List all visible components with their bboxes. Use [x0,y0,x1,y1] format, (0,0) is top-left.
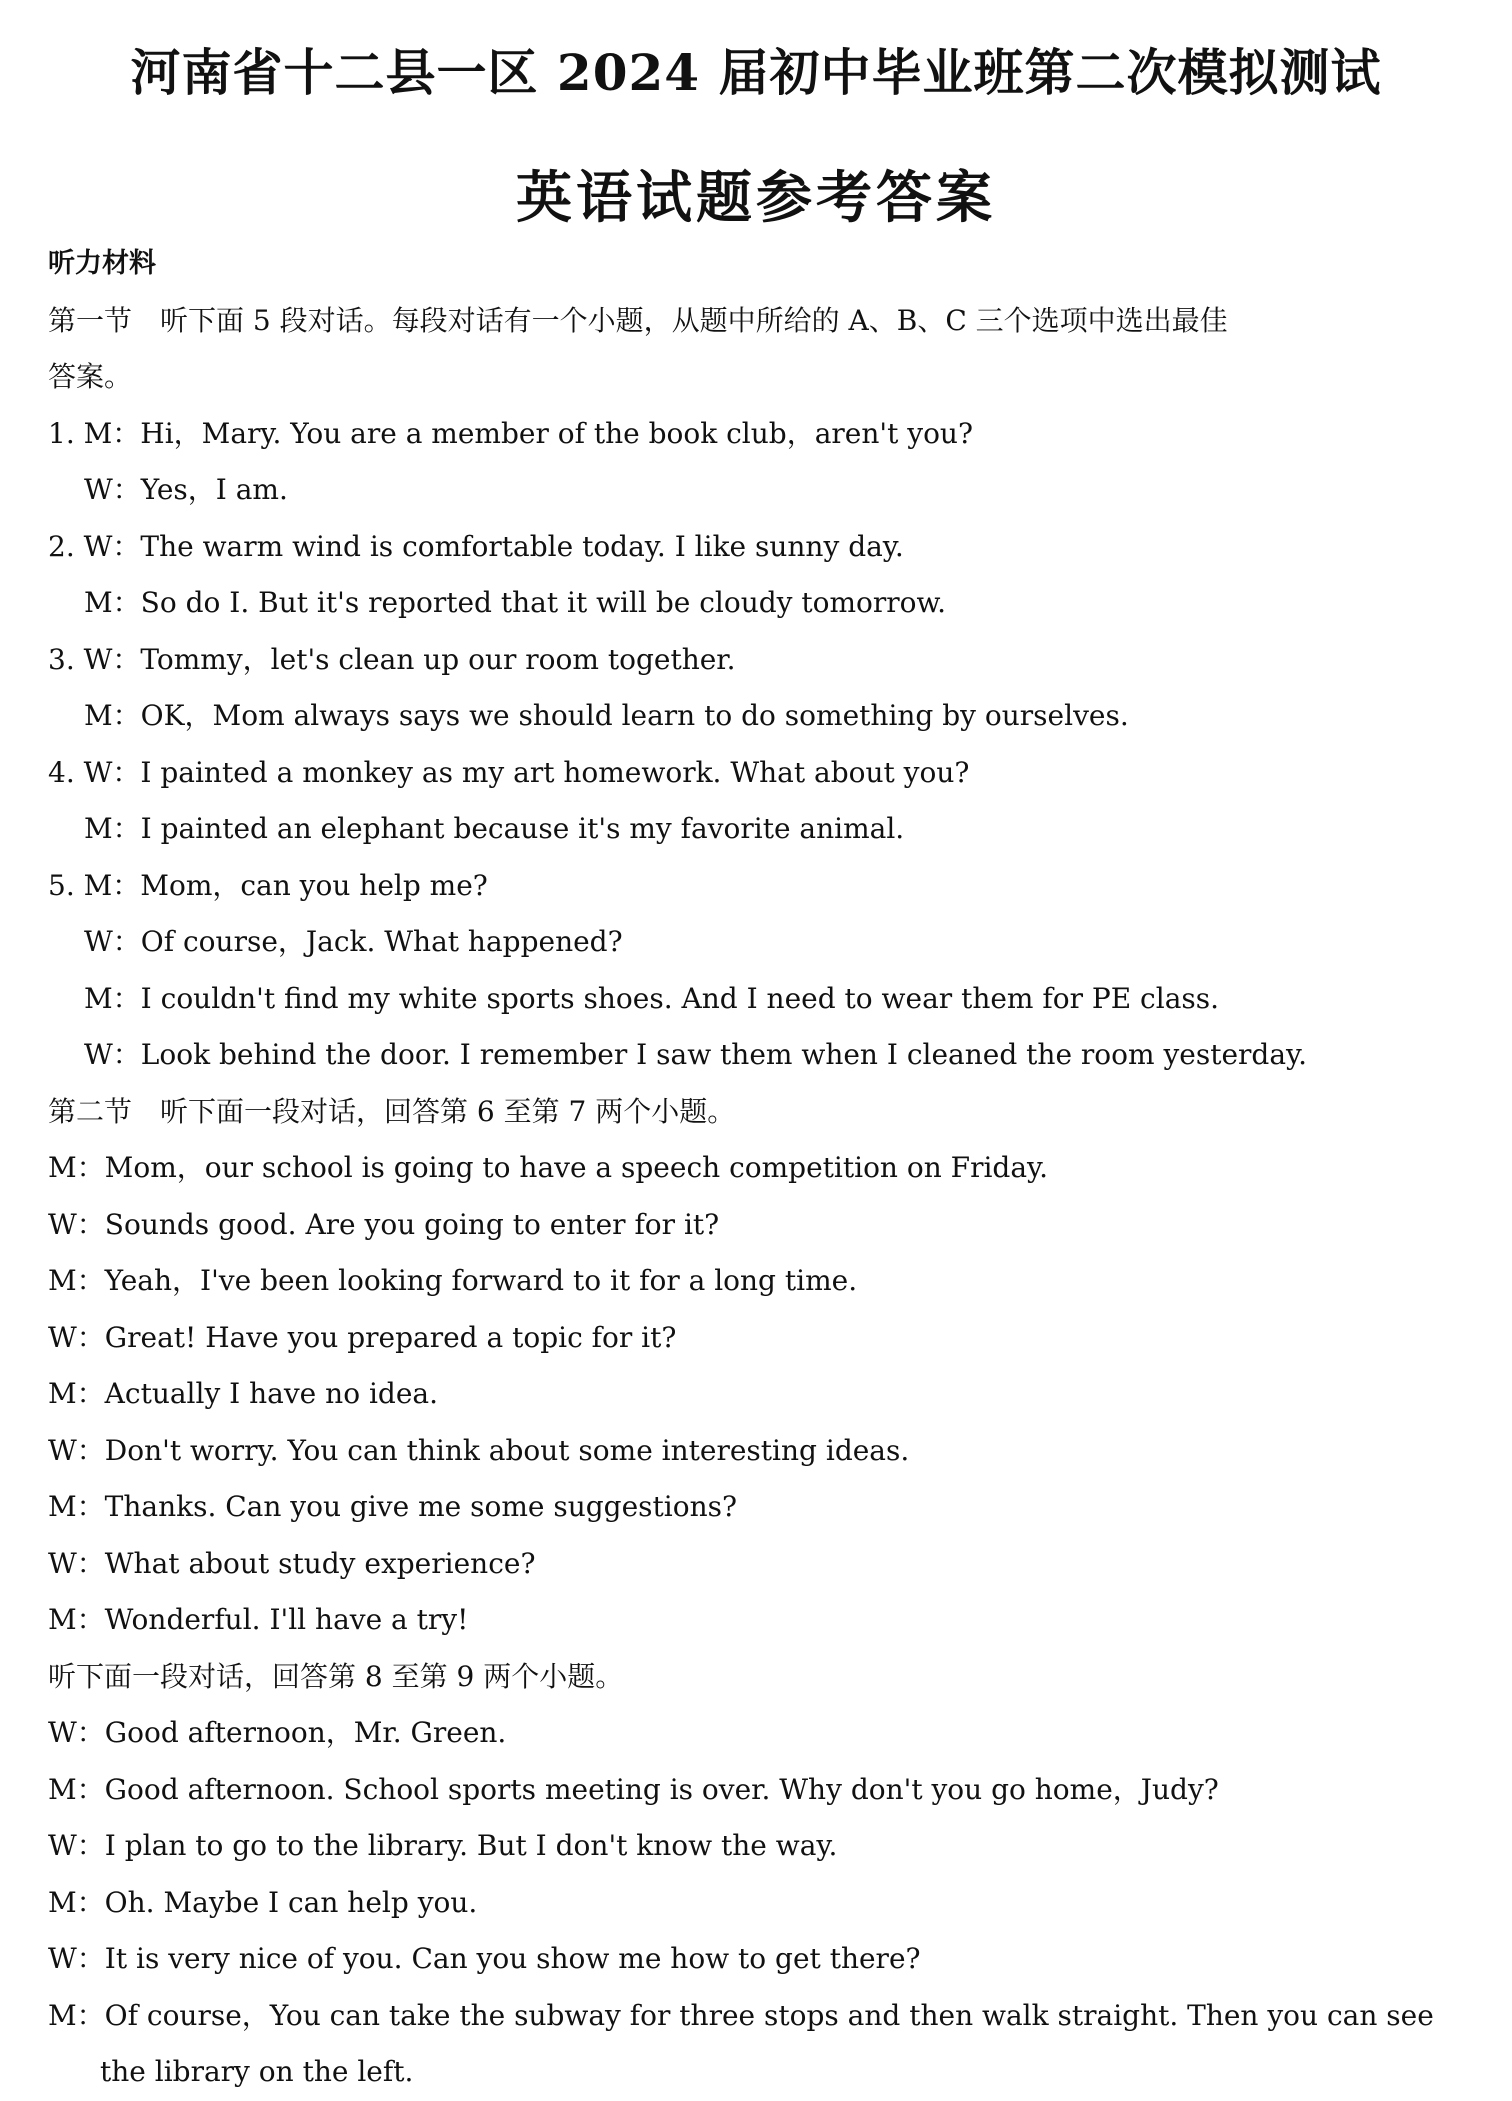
dialogue-line: M：Good afternoon. School sports meeting is over. Why don't you go home，Judy? [48,1772,1219,1806]
exam-title: 河南省十二县一区 2024 届初中毕业班第二次模拟测试 [130,43,1382,102]
dialogue-line: 4. W：I painted a monkey as my art homework. What about you? [48,755,970,789]
dialogue-line-continuation: the library on the left. [100,2055,414,2088]
dialogue-line: 1. M：Hi，Mary. You are a member of the book club，aren't you? [48,416,973,450]
dialogue-line: M：Thanks. Can you give me some suggestions? [48,1490,738,1523]
dialogue-line: 2. W：The warm wind is comfortable today. I like sunny day. [48,529,904,563]
dialogue-line: M：Yeah，I've been looking forward to it for a long time. [48,1264,858,1297]
part3-instruction: 听下面一段对话，回答第 8 至第 9 两个小题。 [48,1659,624,1693]
dialogue-line: 5. M：Mom，can you help me? [48,868,488,902]
dialogue-line: M：So do I. But it's reported that it will be cloudy tomorrow. [84,586,947,619]
dialogue-line: W：Good afternoon，Mr. Green. [48,1716,507,1749]
dialogue-line: W：I plan to go to the library. But I don't know the way. [48,1829,838,1862]
dialogue-line: M：Wonderful. I'll have a try! [48,1603,469,1636]
document-subtitle: 英语试题参考答案 [516,165,996,231]
section-label: 听力材料 [48,248,156,279]
part2-instruction: 第二节 听下面一段对话，回答第 6 至第 7 两个小题。 [48,1094,736,1128]
part1-instruction: 第一节 听下面 5 段对话。每段对话有一个小题，从题中所给的 A、B、C 三个选项中选出最佳 [48,303,1228,337]
dialogue-line: W：It is very nice of you. Can you show me how to get there? [48,1942,921,1975]
dialogue-line: M：Oh. Maybe I can help you. [48,1885,478,1919]
dialogue-line: M：OK，Mom always says we should learn to do something by ourselves. [84,699,1129,732]
dialogue-line: M：Of course，You can take the subway for three stops and then walk straight. Then you can see [48,1998,1434,2032]
dialogue-line: M：I couldn't find my white sports shoes. And I need to wear them for PE class. [84,981,1220,1015]
dialogue-line: W：Yes，I am. [84,473,288,506]
dialogue-line: W：Look behind the door. I remember I saw them when I cleaned the room yesterday. [84,1038,1308,1071]
part1-instruction-cont: 答案。 [48,360,133,393]
dialogue-line: 3. W：Tommy，let's clean up our room together. [48,642,736,676]
dialogue-line: W：Great! Have you prepared a topic for it? [48,1320,677,1354]
dialogue-line: M：Mom，our school is going to have a speech competition on Friday. [48,1151,1049,1184]
dialogue-line: W：Don't worry. You can think about some interesting ideas. [48,1433,910,1467]
dialogue-line: W：Of course，Jack. What happened? [84,925,623,958]
dialogue-line: M：Actually I have no idea. [48,1377,438,1410]
dialogue-line: W：What about study experience? [48,1546,536,1580]
dialogue-line: M：I painted an elephant because it's my favorite animal. [84,812,905,845]
listening-materials [48,236,1488,2101]
dialogue-line: W：Sounds good. Are you going to enter for it? [48,1207,720,1241]
